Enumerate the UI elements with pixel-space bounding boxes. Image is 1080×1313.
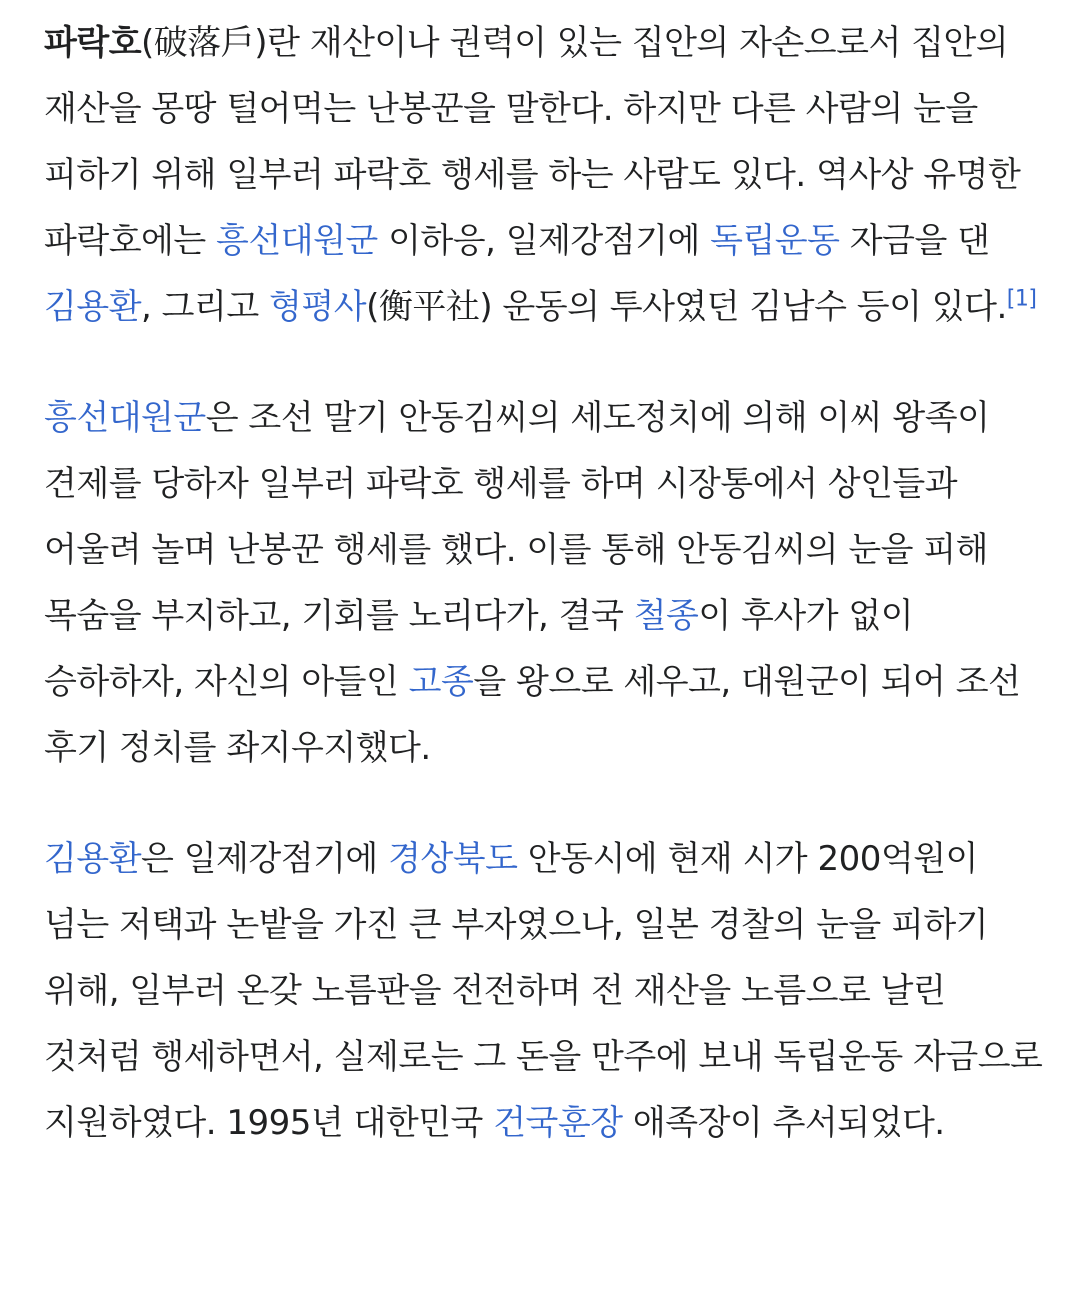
link-hyeongpyeongsa[interactable]: 형평사	[269, 287, 367, 327]
link-kim-yong-hwan[interactable]: 김용환	[44, 839, 142, 879]
paragraph-intro	[44, 10, 1044, 340]
paragraph-text: 이 후사가 없이 승하하자, 자신의 아들인	[44, 596, 914, 702]
link-cheoljong[interactable]: 철종	[633, 596, 699, 636]
paragraph-heungseon-daewongun	[44, 385, 1044, 781]
link-order-of-merit-for-national-foundation[interactable]: 건국훈장	[493, 1103, 623, 1143]
paragraph-text: 은 조선 말기 안동김씨의 세도정치에 의해 이씨 왕족이 견제를 당하자 일부러 파락호 행세를 하며 시장통에서 상인들과 어울려 놀며 난봉꾼 행세를 했다. 이를 통해 안동김씨의 눈을 피해 목숨을 부지하고, 기회를 노리다가, 결국	[44, 398, 990, 636]
link-heungseon-daewongun[interactable]: 흥선대원군	[216, 221, 378, 261]
term-title: 파락호	[44, 23, 142, 63]
paragraph-text: 애족장이 추서되었다.	[622, 1103, 945, 1143]
link-independence-movement[interactable]: 독립운동	[710, 221, 840, 261]
reference-1[interactable]: [1]	[1006, 286, 1037, 312]
paragraph-text: 이하응, 일제강점기에	[377, 221, 711, 261]
link-gyeongsangbuk-do[interactable]: 경상북도	[388, 839, 518, 879]
link-heungseon-daewongun[interactable]: 흥선대원군	[44, 398, 206, 438]
paragraph-kim-yong-hwan	[44, 826, 1044, 1156]
paragraph-text: (衡平社) 운동의 투사였던 김남수 등이 있다.	[366, 287, 1007, 327]
paragraph-text: 을 왕으로 세우고, 대원군이 되어 조선 후기 정치를 좌지우지했다.	[44, 662, 1021, 768]
article-body	[44, 10, 1044, 1156]
paragraph-text: 자금을 댄	[839, 221, 990, 261]
paragraph-text: (破落戶)란 재산이나 권력이 있는 집안의 자손으로서 집안의 재산을 몽땅 털어먹는 난봉꾼을 말한다. 하지만 다른 사람의 눈을 피하기 위해 일부러 파락호 행세를 하는 사람도 있다. 역사상 유명한 파락호에는	[44, 23, 1021, 261]
link-gojong[interactable]: 고종	[408, 662, 474, 702]
paragraph-text: 은 일제강점기에	[141, 839, 389, 879]
link-kim-yong-hwan[interactable]: 김용환	[44, 287, 142, 327]
paragraph-text: 안동시에 현재 시가 200억원이 넘는 저택과 논밭을 가진 큰 부자였으나, 일본 경찰의 눈을 피하기 위해, 일부러 온갖 노름판을 전전하며 전 재산을 노름으로 날린 것처럼 행세하면서, 실제로는 그 돈을 만주에 보내 독립운동 자금으로 지원하였다. 1995년 대한민국	[44, 839, 1043, 1143]
paragraph-text: , 그리고	[141, 287, 270, 327]
